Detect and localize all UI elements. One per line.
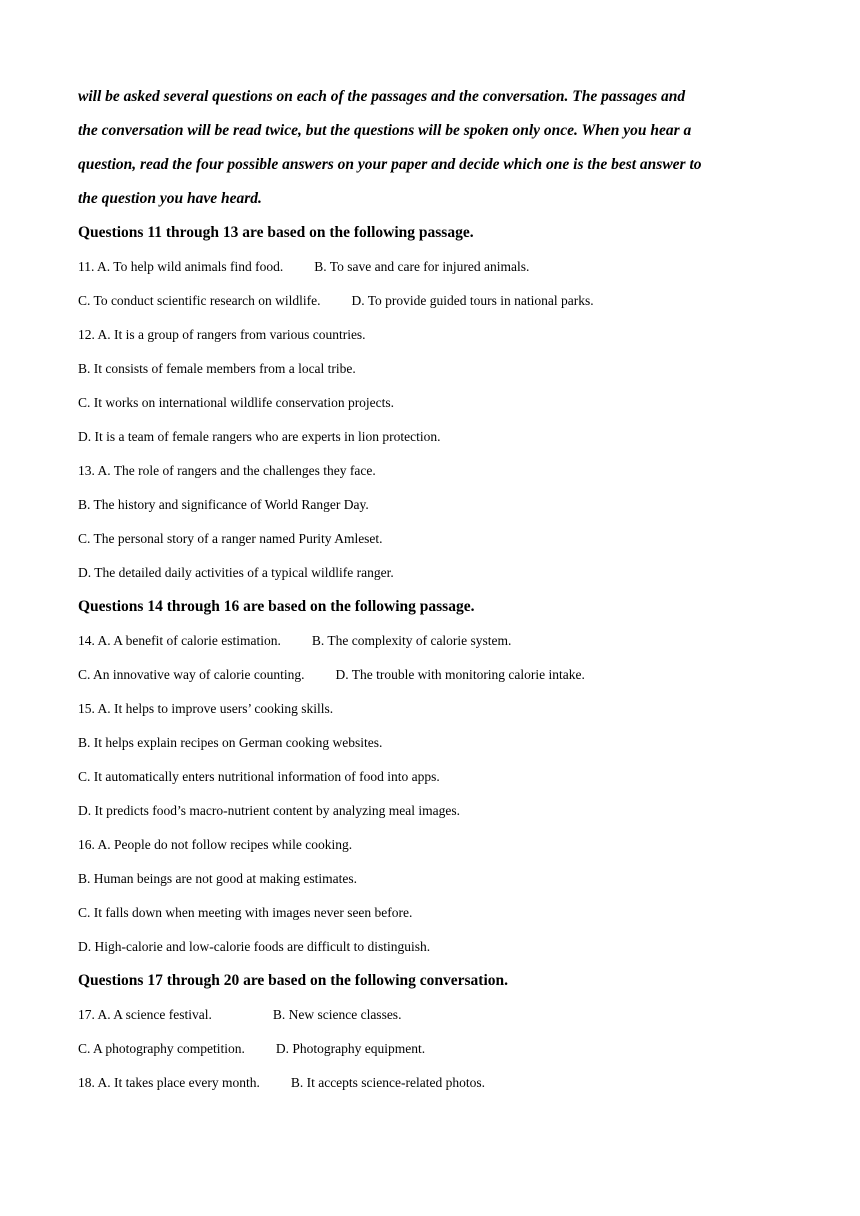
intro-line: the conversation will be read twice, but the questions will be spoken only once. When you hear a — [78, 122, 692, 139]
answer-option: 15. A. It helps to improve users’ cooking skills. — [78, 701, 334, 716]
question-section — [78, 590, 798, 964]
section-heading: Questions 17 through 20 are based on the following conversation. — [78, 972, 509, 989]
option-line — [78, 998, 798, 1032]
intro-line: will be asked several questions on each of the passages and the conversation. The passages and — [78, 88, 686, 105]
answer-option: C. A photography competition. — [78, 1041, 245, 1056]
intro-line: the question you have heard. — [78, 190, 262, 207]
answer-option: D. The detailed daily activities of a typical wildlife ranger. — [78, 565, 394, 580]
answer-option: 12. A. It is a group of rangers from various countries. — [78, 327, 366, 342]
option-line — [78, 930, 798, 964]
option-line — [78, 488, 798, 522]
answer-option: B. To save and care for injured animals. — [314, 259, 530, 274]
answer-option: C. It falls down when meeting with images never seen before. — [78, 905, 413, 920]
answer-option: 17. A. A science festival. — [78, 1007, 212, 1022]
option-line — [78, 624, 798, 658]
answer-option: 11. A. To help wild animals find food. — [78, 259, 284, 274]
option-line — [78, 760, 798, 794]
answer-option: D. The trouble with monitoring calorie intake. — [335, 667, 585, 682]
answer-option: C. To conduct scientific research on wildlife. — [78, 293, 321, 308]
answer-option: D. It predicts food’s macro-nutrient content by analyzing meal images. — [78, 803, 461, 818]
answer-option: D. Photography equipment. — [275, 1041, 426, 1056]
answer-option: 14. A. A benefit of calorie estimation. — [78, 633, 281, 648]
option-line — [78, 794, 798, 828]
option-line — [78, 1032, 798, 1066]
option-line — [78, 658, 798, 692]
option-line — [78, 420, 798, 454]
option-line — [78, 352, 798, 386]
option-line — [78, 896, 798, 930]
answer-option: B. New science classes. — [272, 1007, 402, 1022]
answer-option: C. It automatically enters nutritional information of food into apps. — [78, 769, 440, 784]
answer-option: C. It works on international wildlife conservation projects. — [78, 395, 395, 410]
answer-option: B. The complexity of calorie system. — [311, 633, 512, 648]
option-line — [78, 692, 798, 726]
answer-option: 16. A. People do not follow recipes while cooking. — [78, 837, 353, 852]
option-line — [78, 1066, 798, 1100]
option-line — [78, 284, 798, 318]
answer-option: B. It helps explain recipes on German cooking websites. — [78, 735, 383, 750]
answer-option: B. It accepts science-related photos. — [290, 1075, 485, 1090]
option-line — [78, 522, 798, 556]
answer-option: C. The personal story of a ranger named Purity Amleset. — [78, 531, 383, 546]
option-line — [78, 386, 798, 420]
answer-option: B. Human beings are not good at making estimates. — [78, 871, 357, 886]
option-line — [78, 250, 798, 284]
answer-option: D. High-calorie and low-calorie foods are difficult to distinguish. — [78, 939, 431, 954]
intro-line: question, read the four possible answers on your paper and decide which one is the best answer to — [78, 156, 702, 173]
answer-option: D. To provide guided tours in national parks. — [351, 293, 594, 308]
answer-option: 13. A. The role of rangers and the challenges they face. — [78, 463, 376, 478]
option-line — [78, 726, 798, 760]
option-line — [78, 454, 798, 488]
answer-option: C. An innovative way of calorie counting. — [78, 667, 305, 682]
option-line — [78, 828, 798, 862]
answer-option: B. The history and significance of World Ranger Day. — [78, 497, 369, 512]
option-line — [78, 862, 798, 896]
section-heading: Questions 11 through 13 are based on the following passage. — [78, 224, 474, 241]
question-section — [78, 964, 798, 1100]
option-line — [78, 318, 798, 352]
section-heading: Questions 14 through 16 are based on the following passage. — [78, 598, 475, 615]
intro-instructions — [78, 80, 798, 216]
answer-option: D. It is a team of female rangers who are experts in lion protection. — [78, 429, 441, 444]
exam-page — [78, 80, 798, 1100]
question-section — [78, 216, 798, 590]
answer-option: 18. A. It takes place every month. — [78, 1075, 260, 1090]
answer-option: B. It consists of female members from a local tribe. — [78, 361, 356, 376]
option-line — [78, 556, 798, 590]
